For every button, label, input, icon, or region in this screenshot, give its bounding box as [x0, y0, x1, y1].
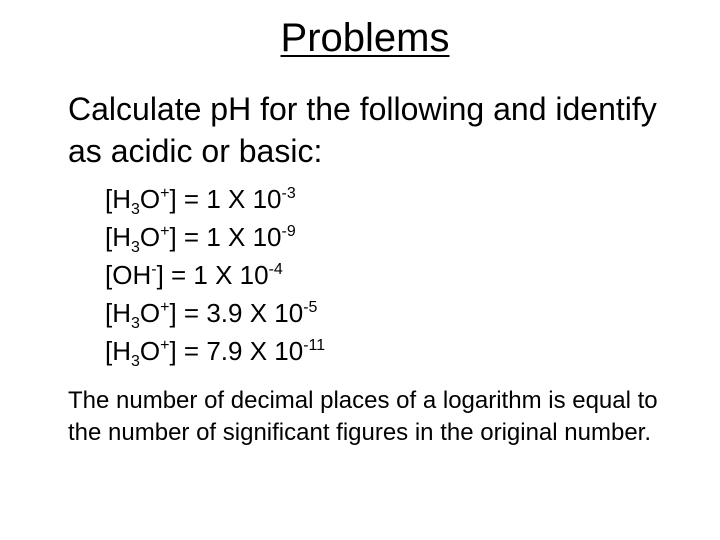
equation-subscript: 3 [131, 315, 140, 332]
equation-exponent: -9 [281, 223, 296, 240]
equation-open: [H [105, 184, 131, 214]
equation-subscript: 3 [131, 239, 140, 256]
equation-rest: ] = 1 X 10 [169, 184, 282, 214]
equation-mid: O [139, 298, 161, 328]
equation-charge: + [160, 299, 170, 316]
equation-item [105, 256, 325, 294]
equation-subscript: 3 [131, 201, 140, 218]
equation-charge: + [160, 185, 170, 202]
equation-open: [H [105, 298, 131, 328]
equation-mid: O [139, 184, 161, 214]
equation-exponent: -11 [303, 337, 326, 354]
intro-text: Calculate pH for the following and identify as acidic or basic: [68, 91, 657, 169]
equation-mid: O [139, 222, 161, 252]
equation-open: [OH [105, 260, 152, 290]
equation-list [105, 180, 325, 370]
equation-rest: ] = 3.9 X 10 [169, 298, 304, 328]
equation-open: [H [105, 336, 131, 366]
equation-item [105, 332, 325, 370]
equation-charge: + [160, 223, 170, 240]
equation-item [105, 180, 325, 218]
equation-exponent: -3 [281, 185, 296, 202]
logarithm-note: The number of decimal places of a logarithm is equal to the number of significant figures in the original number. [68, 387, 658, 446]
equation-exponent: -4 [268, 261, 283, 278]
equation-rest: ] = 7.9 X 10 [169, 336, 304, 366]
equation-item [105, 218, 325, 256]
equation-charge: - [151, 261, 157, 278]
equation-item [105, 294, 325, 332]
equation-mid: O [139, 336, 161, 366]
equation-rest: ] = 1 X 10 [169, 222, 282, 252]
equation-open: [H [105, 222, 131, 252]
equation-charge: + [160, 337, 170, 354]
equation-subscript: 3 [131, 353, 140, 370]
slide-title: Problems [280, 16, 450, 60]
equation-exponent: -5 [303, 299, 318, 316]
equation-rest: ] = 1 X 10 [156, 260, 269, 290]
